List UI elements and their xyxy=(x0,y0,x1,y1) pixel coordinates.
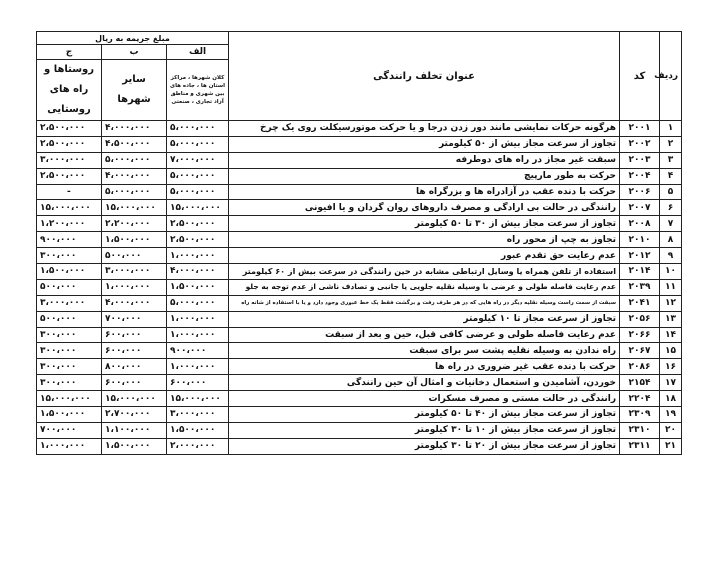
row-number: ۱۴ xyxy=(660,327,682,343)
violation-code: ۲۰۱۰ xyxy=(620,232,660,248)
violation-title: تجاوز از سرعت مجاز بیش از ۳۰ تا ۵۰ کیلومتر xyxy=(229,216,620,232)
header-col-a-desc: کلان شهرها ، مراکز استان ها ، جاده های بین شهری و مناطق آزاد تجاری ، صنعتی xyxy=(167,60,229,121)
violation-title: رانندگی در حالت بی ارادگی و مصرف داروهای روان گردان و یا افیونی xyxy=(229,200,620,216)
header-col-c-desc: روستاها و راه های روستایی xyxy=(37,60,102,121)
violation-title: هرگونه حرکات نمایشی مانند دور زدن درجا و یا حرکت موتورسیکلت روی یک چرخ xyxy=(229,121,620,137)
fine-col-a: ۱،۰۰۰،۰۰۰ xyxy=(167,311,229,327)
fine-col-b: ۶۰۰،۰۰۰ xyxy=(102,343,167,359)
table-row xyxy=(37,136,682,152)
violation-code: ۲۳۱۰ xyxy=(620,422,660,438)
violation-title: تجاوز به چپ از محور راه xyxy=(229,232,620,248)
fine-col-a: ۶۰۰،۰۰۰ xyxy=(167,375,229,391)
violation-title: سبقت از سمت راست وسیله نقلیه دیگر در راه هایی که در هر طرف رفت و برگشت فقط یک خط عبوری وجود دارد و یا با استفاده از شانه راه xyxy=(229,295,620,311)
table-row xyxy=(37,295,682,311)
header-col-b-letter: ب xyxy=(102,45,167,60)
row-number: ۱۸ xyxy=(660,391,682,407)
fine-col-b: ۷۰۰،۰۰۰ xyxy=(102,311,167,327)
row-number: ۵ xyxy=(660,184,682,200)
fine-col-b: ۱،۵۰۰،۰۰۰ xyxy=(102,438,167,454)
fine-col-c: ۵۰۰،۰۰۰ xyxy=(37,311,102,327)
fine-col-c: ۷۰۰،۰۰۰ xyxy=(37,422,102,438)
fine-col-c: ۲،۵۰۰،۰۰۰ xyxy=(37,168,102,184)
header-col-b-desc: سایر شهرها xyxy=(102,60,167,121)
table-row xyxy=(37,152,682,168)
table-row xyxy=(37,343,682,359)
table-row xyxy=(37,200,682,216)
row-number: ۲۱ xyxy=(660,438,682,454)
fine-col-c: ۱۵،۰۰۰،۰۰۰ xyxy=(37,200,102,216)
violation-title: راه ندادن به وسیله نقلیه پشت سر برای سبقت xyxy=(229,343,620,359)
fine-col-c: ۳،۰۰۰،۰۰۰ xyxy=(37,152,102,168)
fine-col-a: ۵،۰۰۰،۰۰۰ xyxy=(167,295,229,311)
table-row xyxy=(37,121,682,137)
fine-col-b: ۱،۵۰۰،۰۰۰ xyxy=(102,232,167,248)
fine-col-a: ۱،۰۰۰،۰۰۰ xyxy=(167,327,229,343)
table-row xyxy=(37,216,682,232)
violation-title: حرکت با دنده عقب در آزادراه ها و بزرگراه ها xyxy=(229,184,620,200)
fine-col-b: ۳،۰۰۰،۰۰۰ xyxy=(102,264,167,280)
fine-col-a: ۵،۰۰۰،۰۰۰ xyxy=(167,136,229,152)
fine-col-c: ۱،۵۰۰،۰۰۰ xyxy=(37,407,102,423)
row-number: ۴ xyxy=(660,168,682,184)
fine-col-b: ۸۰۰،۰۰۰ xyxy=(102,359,167,375)
fine-col-a: ۵،۰۰۰،۰۰۰ xyxy=(167,121,229,137)
fine-col-a: ۱۵،۰۰۰،۰۰۰ xyxy=(167,200,229,216)
row-number: ۱۷ xyxy=(660,375,682,391)
violation-title: عدم رعایت فاصله طولی و عرضی کافی قبل، حین و بعد از سبقت xyxy=(229,327,620,343)
table-row xyxy=(37,184,682,200)
violation-code: ۲۲۰۴ xyxy=(620,391,660,407)
fine-col-c: ۳،۰۰۰،۰۰۰ xyxy=(37,295,102,311)
violation-code: ۲۰۰۴ xyxy=(620,168,660,184)
violation-code: ۲۰۳۹ xyxy=(620,279,660,295)
fine-col-c: ۳۰۰،۰۰۰ xyxy=(37,248,102,264)
row-number: ۶ xyxy=(660,200,682,216)
fine-col-c: ۲،۵۰۰،۰۰۰ xyxy=(37,121,102,137)
violation-title: تجاوز از سرعت مجاز بیش از ۴۰ تا ۵۰ کیلومتر xyxy=(229,407,620,423)
header-col-a-letter: الف xyxy=(167,45,229,60)
table-row xyxy=(37,375,682,391)
fine-col-b: ۴،۰۰۰،۰۰۰ xyxy=(102,168,167,184)
fine-col-a: ۳،۰۰۰،۰۰۰ xyxy=(167,407,229,423)
fine-col-a: ۱،۵۰۰،۰۰۰ xyxy=(167,422,229,438)
header-radif: ردیف xyxy=(660,32,682,121)
fines-table-sheet xyxy=(36,31,681,455)
violation-code: ۲۱۵۴ xyxy=(620,375,660,391)
row-number: ۱ xyxy=(660,121,682,137)
fine-col-b: ۲،۷۰۰،۰۰۰ xyxy=(102,407,167,423)
table-row xyxy=(37,232,682,248)
violation-code: ۲۰۱۴ xyxy=(620,264,660,280)
row-number: ۱۰ xyxy=(660,264,682,280)
fine-col-c: ۱۵،۰۰۰،۰۰۰ xyxy=(37,391,102,407)
fine-col-b: ۱۵،۰۰۰،۰۰۰ xyxy=(102,391,167,407)
table-row xyxy=(37,391,682,407)
row-number: ۷ xyxy=(660,216,682,232)
row-number: ۱۶ xyxy=(660,359,682,375)
table-row xyxy=(37,279,682,295)
fine-col-a: ۴،۰۰۰،۰۰۰ xyxy=(167,264,229,280)
fine-col-c: ۳۰۰،۰۰۰ xyxy=(37,375,102,391)
fine-col-b: ۴،۰۰۰،۰۰۰ xyxy=(102,121,167,137)
row-number: ۲۰ xyxy=(660,422,682,438)
fine-col-c: ۱،۰۰۰،۰۰۰ xyxy=(37,438,102,454)
fine-col-a: ۲،۵۰۰،۰۰۰ xyxy=(167,232,229,248)
row-number: ۲ xyxy=(660,136,682,152)
fine-col-c: ۱،۵۰۰،۰۰۰ xyxy=(37,264,102,280)
table-row xyxy=(37,168,682,184)
fine-col-c: - xyxy=(37,184,102,200)
row-number: ۱۱ xyxy=(660,279,682,295)
header-code: کد xyxy=(620,32,660,121)
violation-title: رانندگی در حالت مستی و مصرف مسکرات xyxy=(229,391,620,407)
header-fine-amount-group: مبلغ جریمه به ریال xyxy=(37,32,229,45)
row-number: ۱۵ xyxy=(660,343,682,359)
fine-col-b: ۵،۰۰۰،۰۰۰ xyxy=(102,152,167,168)
fine-col-a: ۲،۵۰۰،۰۰۰ xyxy=(167,216,229,232)
fine-col-b: ۶۰۰،۰۰۰ xyxy=(102,375,167,391)
fine-col-c: ۵۰۰،۰۰۰ xyxy=(37,279,102,295)
violation-code: ۲۰۶۷ xyxy=(620,343,660,359)
row-number: ۹ xyxy=(660,248,682,264)
fine-col-b: ۱،۱۰۰،۰۰۰ xyxy=(102,422,167,438)
fine-col-a: ۷،۰۰۰،۰۰۰ xyxy=(167,152,229,168)
fine-col-b: ۱۵،۰۰۰،۰۰۰ xyxy=(102,200,167,216)
fine-col-a: ۱،۰۰۰،۰۰۰ xyxy=(167,248,229,264)
header-col-c-letter: ج xyxy=(37,45,102,60)
violation-code: ۲۰۰۶ xyxy=(620,184,660,200)
fine-col-a: ۵،۰۰۰،۰۰۰ xyxy=(167,184,229,200)
violation-code: ۲۰۱۲ xyxy=(620,248,660,264)
row-number: ۸ xyxy=(660,232,682,248)
traffic-fines-table xyxy=(36,31,682,455)
violation-title: خوردن، آشامیدن و استعمال دخانیات و امثال آن حین رانندگی xyxy=(229,375,620,391)
fine-col-c: ۳۰۰،۰۰۰ xyxy=(37,327,102,343)
fine-col-b: ۵،۰۰۰،۰۰۰ xyxy=(102,184,167,200)
fine-col-b: ۱،۰۰۰،۰۰۰ xyxy=(102,279,167,295)
fine-col-c: ۳۰۰،۰۰۰ xyxy=(37,359,102,375)
violation-title: استفاده از تلفن همراه یا وسایل ارتباطی مشابه در حین رانندگی در سرعت بیش از ۶۰ کیلومتر xyxy=(229,264,620,280)
header-violation-title: عنوان تخلف رانندگی xyxy=(229,32,620,121)
table-row xyxy=(37,438,682,454)
violation-code: ۲۰۵۶ xyxy=(620,311,660,327)
table-row xyxy=(37,422,682,438)
violation-title: تجاوز از سرعت مجاز بیش از ۵۰ کیلومتر xyxy=(229,136,620,152)
row-number: ۱۳ xyxy=(660,311,682,327)
table-row xyxy=(37,248,682,264)
fine-col-c: ۲،۵۰۰،۰۰۰ xyxy=(37,136,102,152)
violation-title: سبقت غیر مجاز در راه های دوطرفه xyxy=(229,152,620,168)
violation-code: ۲۳۱۱ xyxy=(620,438,660,454)
fine-col-a: ۹۰۰،۰۰۰ xyxy=(167,343,229,359)
violation-code: ۲۰۰۸ xyxy=(620,216,660,232)
violation-title: تجاوز از سرعت مجاز بیش از ۱۰ تا ۳۰ کیلومتر xyxy=(229,422,620,438)
violation-code: ۲۰۰۱ xyxy=(620,121,660,137)
violation-title: حرکت با دنده عقب غیر ضروری در راه ها xyxy=(229,359,620,375)
table-row xyxy=(37,311,682,327)
fine-col-b: ۵۰۰،۰۰۰ xyxy=(102,248,167,264)
fine-col-b: ۴،۰۰۰،۰۰۰ xyxy=(102,295,167,311)
violation-title: تجاوز از سرعت مجاز تا ۱۰ کیلومتر xyxy=(229,311,620,327)
table-row xyxy=(37,264,682,280)
fine-col-a: ۲،۰۰۰،۰۰۰ xyxy=(167,438,229,454)
table-row xyxy=(37,327,682,343)
fine-col-a: ۵،۰۰۰،۰۰۰ xyxy=(167,168,229,184)
violation-title: حرکت به طور مارپیچ xyxy=(229,168,620,184)
fine-col-a: ۱،۵۰۰،۰۰۰ xyxy=(167,279,229,295)
violation-code: ۲۰۶۶ xyxy=(620,327,660,343)
table-row xyxy=(37,359,682,375)
row-number: ۱۹ xyxy=(660,407,682,423)
fine-col-c: ۱،۲۰۰،۰۰۰ xyxy=(37,216,102,232)
fine-col-c: ۳۰۰،۰۰۰ xyxy=(37,343,102,359)
fine-col-b: ۶۰۰،۰۰۰ xyxy=(102,327,167,343)
violation-title: عدم رعایت فاصله طولی و عرضی با وسیله نقلیه جلویی یا جانبی و تصادف ناشی از عدم توجه به جلو xyxy=(229,279,620,295)
table-body xyxy=(37,121,682,455)
violation-code: ۲۰۸۶ xyxy=(620,359,660,375)
violation-code: ۲۰۴۱ xyxy=(620,295,660,311)
row-number: ۳ xyxy=(660,152,682,168)
violation-code: ۲۰۰۲ xyxy=(620,136,660,152)
violation-code: ۲۰۰۳ xyxy=(620,152,660,168)
violation-title: عدم رعایت حق تقدم عبور xyxy=(229,248,620,264)
fine-col-a: ۱۵،۰۰۰،۰۰۰ xyxy=(167,391,229,407)
fine-col-a: ۱،۰۰۰،۰۰۰ xyxy=(167,359,229,375)
table-row xyxy=(37,407,682,423)
fine-col-b: ۲،۲۰۰،۰۰۰ xyxy=(102,216,167,232)
fine-col-b: ۴،۵۰۰،۰۰۰ xyxy=(102,136,167,152)
violation-code: ۲۳۰۹ xyxy=(620,407,660,423)
violation-title: تجاوز از سرعت مجاز بیش از ۲۰ تا ۳۰ کیلومتر xyxy=(229,438,620,454)
violation-code: ۲۰۰۷ xyxy=(620,200,660,216)
row-number: ۱۲ xyxy=(660,295,682,311)
fine-col-c: ۹۰۰،۰۰۰ xyxy=(37,232,102,248)
